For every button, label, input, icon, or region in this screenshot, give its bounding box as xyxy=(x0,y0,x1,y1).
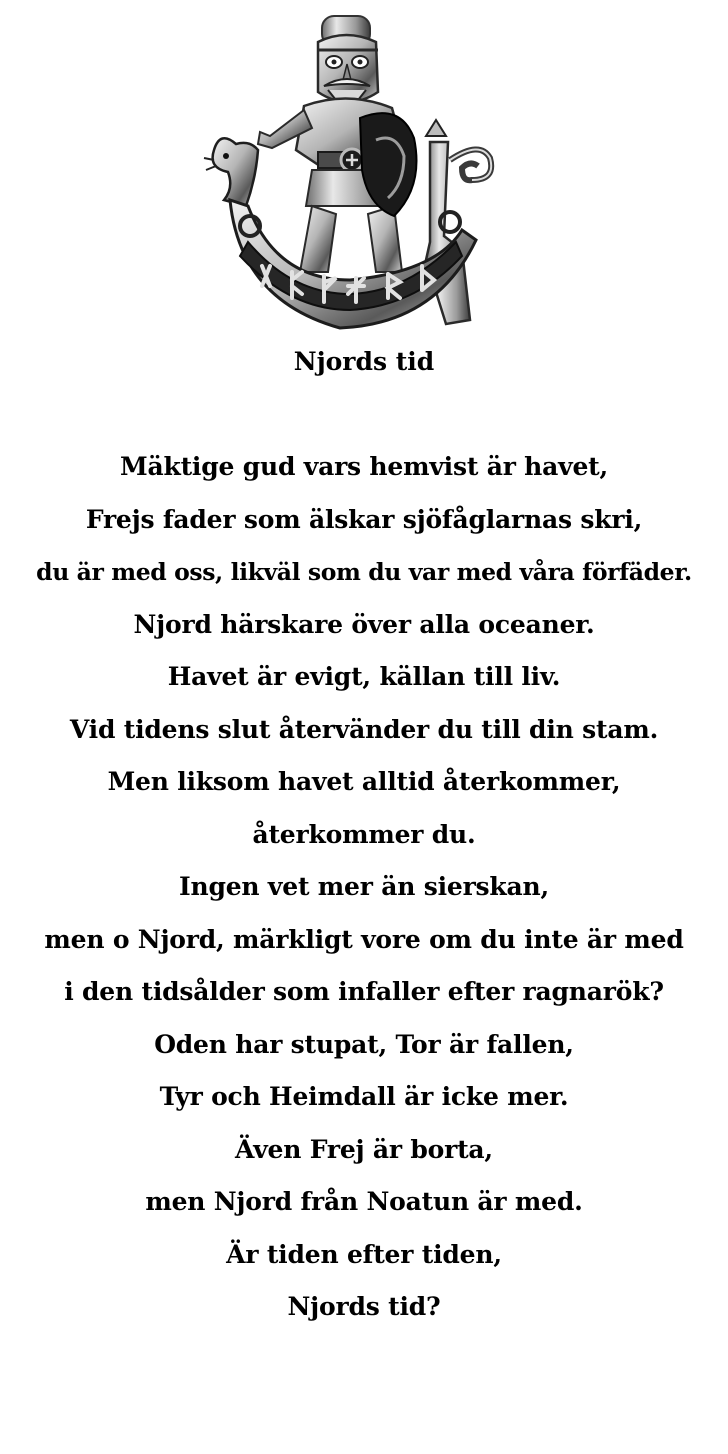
poem-line: du är med oss, likväl som du var med våra förfäder. xyxy=(36,558,692,586)
poem-title: Njords tid xyxy=(293,347,435,376)
poem-body xyxy=(0,448,728,1341)
poem-line: Njord härskare över alla oceaner. xyxy=(133,609,595,639)
poem-line: men o Njord, märkligt vore om du inte är med xyxy=(44,924,684,954)
poem-line: Är tiden efter tiden, xyxy=(226,1239,502,1269)
poem-line: Tyr och Heimdall är icke mer. xyxy=(159,1082,569,1111)
poem-line: Oden har stupat, Tor är fallen, xyxy=(154,1029,574,1059)
poem-line: men Njord från Noatun är med. xyxy=(145,1187,583,1216)
poem-line: Frejs fader som älskar sjöfåglarnas skri, xyxy=(85,504,643,534)
njord-viking-ship-pendant-icon xyxy=(200,10,496,332)
poem-line: Men liksom havet alltid återkommer, xyxy=(107,767,621,796)
poem-line: i den tidsålder som infaller efter ragnarök? xyxy=(64,977,664,1006)
poem-line: Mäktige gud vars hemvist är havet, xyxy=(119,452,609,481)
poem-line: återkommer du. xyxy=(252,819,476,849)
poem-line: Även Frej är borta, xyxy=(235,1134,493,1164)
njord-pendant-image xyxy=(200,10,496,332)
poem-line: Havet är evigt, källan till liv. xyxy=(167,662,561,691)
poem-line: Ingen vet mer än sierskan, xyxy=(178,872,550,901)
poem-line: Njords tid? xyxy=(287,1292,441,1321)
poem-line: Vid tidens slut återvänder du till din stam. xyxy=(69,714,659,744)
